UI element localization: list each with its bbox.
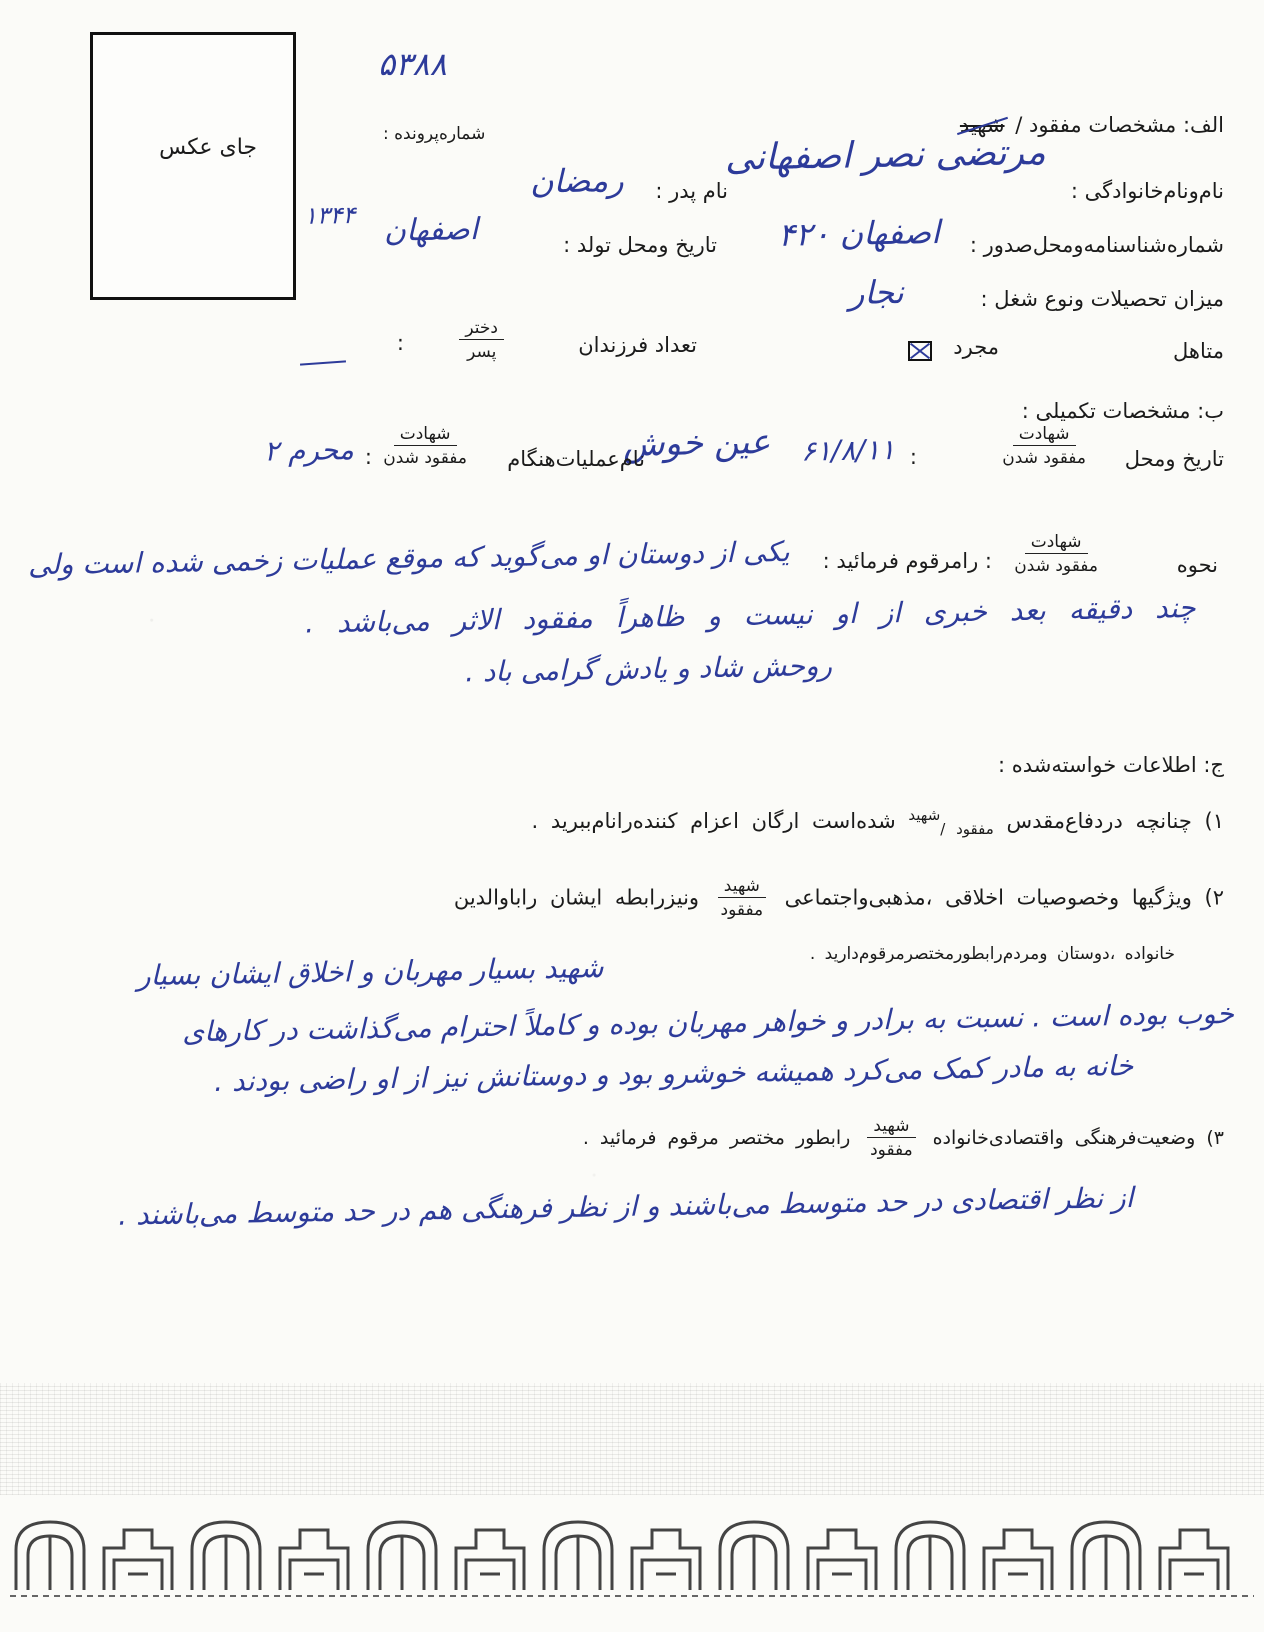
- fraction-martyr: شهید: [867, 1116, 915, 1138]
- section-a-title-text: الف: مشخصات مفقود /: [1015, 113, 1224, 137]
- decorative-border: [0, 1500, 1264, 1605]
- scan-texture-band: [0, 1383, 1264, 1495]
- fraction-missing: مفقود: [870, 1140, 913, 1161]
- border-ornament: [1072, 1522, 1140, 1590]
- question-1-missing: مفقود /: [940, 820, 994, 838]
- question-1-prefix: ۱) چنانچه دردفاع‌مقدس: [1006, 809, 1224, 833]
- question-2-prefix: ۲) ویژگیها وخصوصیات اخلاقی ،مذهبی‌واجتماعی: [784, 885, 1224, 910]
- border-ornament-shape: [632, 1530, 700, 1590]
- border-ornament-shape: [456, 1530, 524, 1590]
- operation-value: محرم ۲: [263, 433, 355, 468]
- border-ornament-shape: [192, 1522, 260, 1590]
- border-ornament-shape: [720, 1522, 788, 1590]
- question-3-prefix: ۳) وضعیت‌فرهنگی واقتصادی‌خانواده: [932, 1126, 1224, 1149]
- border-ornament: [808, 1530, 876, 1590]
- place-value: عین خوش: [622, 422, 771, 465]
- border-ornament: [16, 1522, 84, 1590]
- question-1: [532, 806, 1224, 840]
- photo-box-label: جای عکس: [159, 135, 257, 160]
- name-value: مرتضی نصر اصفهانی: [724, 132, 1047, 179]
- fraction-martyrdom: شهادت: [1025, 532, 1088, 554]
- crossed-out-word: شهید: [960, 112, 1005, 139]
- date-colon: :: [909, 445, 917, 469]
- father-value: رمضان: [530, 161, 625, 201]
- children-son: پسر: [467, 342, 497, 363]
- border-ornament-shape: [896, 1522, 964, 1590]
- section-b-title: ب: مشخصات تکمیلی :: [1021, 399, 1224, 423]
- id-label: شماره‌شناسنامه‌ومحل‌صدور :: [969, 233, 1224, 257]
- birth-label: تاریخ ومحل تولد :: [563, 233, 717, 257]
- children-daughter: دختر: [459, 318, 504, 340]
- children-colon: :: [396, 331, 404, 355]
- section-c-title: ج: اطلاعات خواسته‌شده :: [998, 753, 1224, 777]
- file-number-handwritten: ۵۳۸۸: [378, 45, 447, 83]
- fraction-martyrdom: شهادت: [1013, 424, 1076, 446]
- date-value: ۶۱/۸/۱۱: [800, 433, 896, 468]
- fraction-missing: مفقود شدن: [383, 448, 467, 469]
- father-label: نام پدر :: [655, 179, 728, 203]
- border-ornament: [544, 1522, 612, 1590]
- border-ornament-shape: [104, 1530, 172, 1590]
- education-label: میزان تحصیلات ونوع شغل :: [980, 287, 1224, 311]
- question-2: [454, 876, 1224, 921]
- border-ornament: [456, 1530, 524, 1590]
- border-ornament-shape: [368, 1522, 436, 1590]
- border-ornament: [984, 1530, 1052, 1590]
- question-2-suffix: ونیزرابطه ایشان راباوالدین: [453, 885, 700, 910]
- question-2-answer-line: شهید بسیار مهربان و اخلاق ایشان بسیار: [136, 951, 604, 993]
- birth-year-value: ۱۳۴۴: [303, 201, 356, 230]
- border-ornament: [1160, 1530, 1228, 1590]
- border-ornament-shape: [984, 1530, 1052, 1590]
- question-3: [583, 1116, 1224, 1161]
- stray-pen-mark: [300, 360, 346, 365]
- question-1-martyr: شهید: [908, 806, 941, 824]
- manner-label: نحوه: [1176, 553, 1218, 577]
- children-label: تعداد فرزندان: [578, 333, 697, 357]
- manner-fraction: [1008, 532, 1104, 577]
- question-2-line2: خانواده ،دوستان ومردم‌رابطورمختصرمرقوم‌دارید .: [809, 944, 1175, 964]
- name-label: نام‌ونام‌خانوادگی :: [1070, 179, 1224, 203]
- children-fraction: [453, 318, 510, 363]
- border-ornament: [896, 1522, 964, 1590]
- border-ornament-shape: [808, 1530, 876, 1590]
- border-ornament-shape: [16, 1522, 84, 1590]
- border-ornament-shape: [280, 1530, 348, 1590]
- question-1-suffix: شده‌است ارگان اعزام کننده‌رانام‌ببرید .: [531, 809, 896, 833]
- question-3-suffix: رابطور مختصر مرقوم فرمائید .: [582, 1126, 851, 1149]
- married-label: متاهل: [1173, 339, 1224, 363]
- single-label: مجرد: [953, 335, 999, 359]
- birth-place-value: اصفهان: [383, 212, 479, 249]
- operation-label: نام‌عملیات‌هنگام: [507, 447, 645, 471]
- manner-answer-line: چند دقیقه بعد خبری از او نیست و ظاهراً مفقود الاثر می‌باشد .: [304, 591, 1196, 640]
- border-ornament: [720, 1522, 788, 1590]
- photo-box: [90, 32, 296, 300]
- manner-answer-line: روحش شاد و یادش گرامی باد .: [464, 649, 833, 689]
- border-ornament: [192, 1522, 260, 1590]
- fraction-martyrdom: شهادت: [394, 424, 457, 446]
- fraction-missing: مفقود شدن: [1002, 448, 1086, 469]
- fraction-missing: مفقود: [720, 900, 764, 921]
- border-ornament: [368, 1522, 436, 1590]
- date-place-label: تاریخ ومحل: [1124, 447, 1224, 471]
- fraction-martyr: شهید: [718, 876, 766, 898]
- question-2-answer-line: خانه به مادر کمک می‌کرد همیشه خوشرو بود و دوستانش نیز از او راضی بودند .: [213, 1049, 1134, 1099]
- border-ornament: [104, 1530, 172, 1590]
- file-number-label: شماره‌پرونده :: [383, 124, 486, 144]
- border-ornament-shape: [1072, 1522, 1140, 1590]
- border-ornament-shape: [544, 1522, 612, 1590]
- education-value: نجار: [848, 273, 905, 312]
- question-3-answer: از نظر اقتصادی در حد متوسط می‌باشند و از نظر فرهنگی هم در حد متوسط می‌باشند .: [117, 1181, 1134, 1232]
- operation-fraction: [377, 424, 473, 469]
- border-ornament: [632, 1530, 700, 1590]
- single-checkbox: [908, 341, 932, 361]
- date-place-fraction: [996, 424, 1092, 469]
- question-2-answer-line: خوب بوده است . نسبت به برادر و خواهر مهربان بوده و کاملاً احترام می‌گذاشت در کارهای: [181, 997, 1235, 1049]
- border-ornament-shape: [1160, 1530, 1228, 1590]
- manner-suffix: : رامرقوم فرمائید :: [822, 549, 992, 573]
- manner-answer-line: یکی از دوستان او می‌گوید که موقع عملیات زخمی شده است ولی: [28, 535, 791, 582]
- border-ornament: [280, 1530, 348, 1590]
- fraction-missing: مفقود شدن: [1014, 556, 1098, 577]
- id-value: اصفهان ۴۲۰: [777, 213, 941, 254]
- operation-colon: :: [364, 445, 372, 469]
